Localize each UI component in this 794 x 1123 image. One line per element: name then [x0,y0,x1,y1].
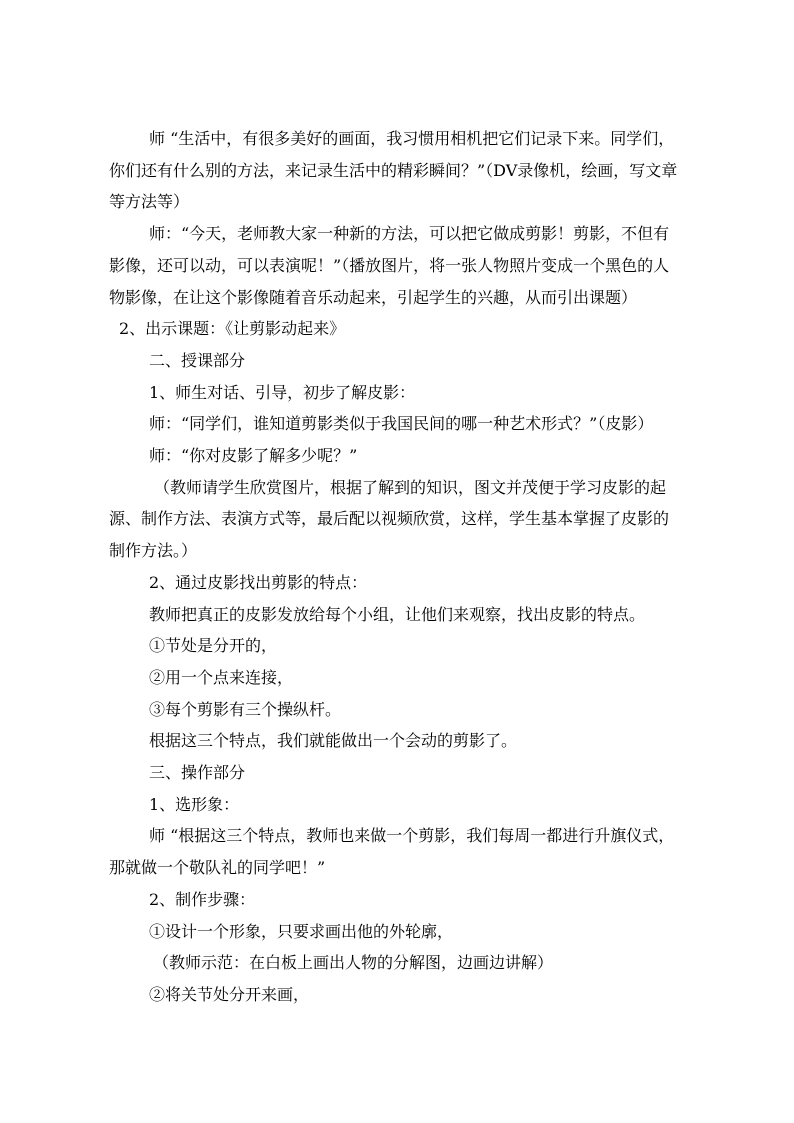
paragraph-choose-image: 1、选形象： [149,794,240,814]
paragraph-question-art-form: 师：“同学们，谁知道剪影类似于我国民间的哪一种艺术形式？”（皮影） [149,414,654,434]
list-item-feature-3: ③每个剪影有三个操纵杆。 [149,699,342,719]
heading-operation-section: 三、操作部分 [149,763,246,783]
paragraph-find-features: 2、通过皮影找出剪影的特点： [149,572,368,592]
paragraph-flag-ceremony: 师 “根据这三个特点，教师也来做一个剪影，我们每周一都进行升旗仪式，那就做一个敬队礼的同学吧！” [109,826,675,878]
list-item-feature-1: ①节处是分开的， [149,636,278,656]
paragraph-new-method: 师：“今天，老师教大家一种新的方法，可以把它做成剪影！剪影，不但有影像，还可以动，可以表演呢！”（播放图片，将一张人物照片变成一个黑色的人物影像，在让这个影像随着音乐动起来，引起学生的兴趣，从而引出课题） [109,224,670,307]
list-item-step-1: ①设计一个形象，只要求画出他的外轮廓， [149,921,454,941]
list-item-feature-2: ②用一个点来连接， [149,667,294,687]
paragraph-distribute-puppets: 教师把真正的皮影发放给每个小组，让他们来观察，找出皮影的特点。 [149,604,646,624]
heading-teaching-section: 二、授课部分 [149,350,246,370]
paragraph-teacher-demo: （教师示范：在白板上画出人物的分解图，边画边讲解） [153,953,554,973]
paragraph-teacher-note-images: （教师请学生欣赏图片，根据了解到的知识，图文并茂便于学习皮影的起源、制作方法、表演方式等，最后配以视频欣赏，这样，学生基本掌握了皮影的制作方法。） [109,477,670,561]
list-item-step-2: ②将关节处分开来画， [149,984,310,1004]
paragraph-steps-heading: 2、制作步骤： [149,889,256,909]
paragraph-conclusion-features: 根据这三个特点，我们就能做出一个会动的剪影了。 [149,731,518,751]
paragraph-question-knowledge: 师：“你对皮影了解多少呢？” [149,446,358,466]
paragraph-intro-camera: 师 “生活中，有很多美好的画面，我习惯用相机把它们记录下来。同学们，你们还有什么别的方法，来记录生活中的精彩瞬间？”（DV录像机，绘画，写文章等方法等） [109,129,678,212]
paragraph-show-title: 2、出示课题：《让剪影动起来》 [119,319,346,339]
paragraph-dialogue-intro: 1、师生对话、引导，初步了解皮影： [149,382,416,402]
